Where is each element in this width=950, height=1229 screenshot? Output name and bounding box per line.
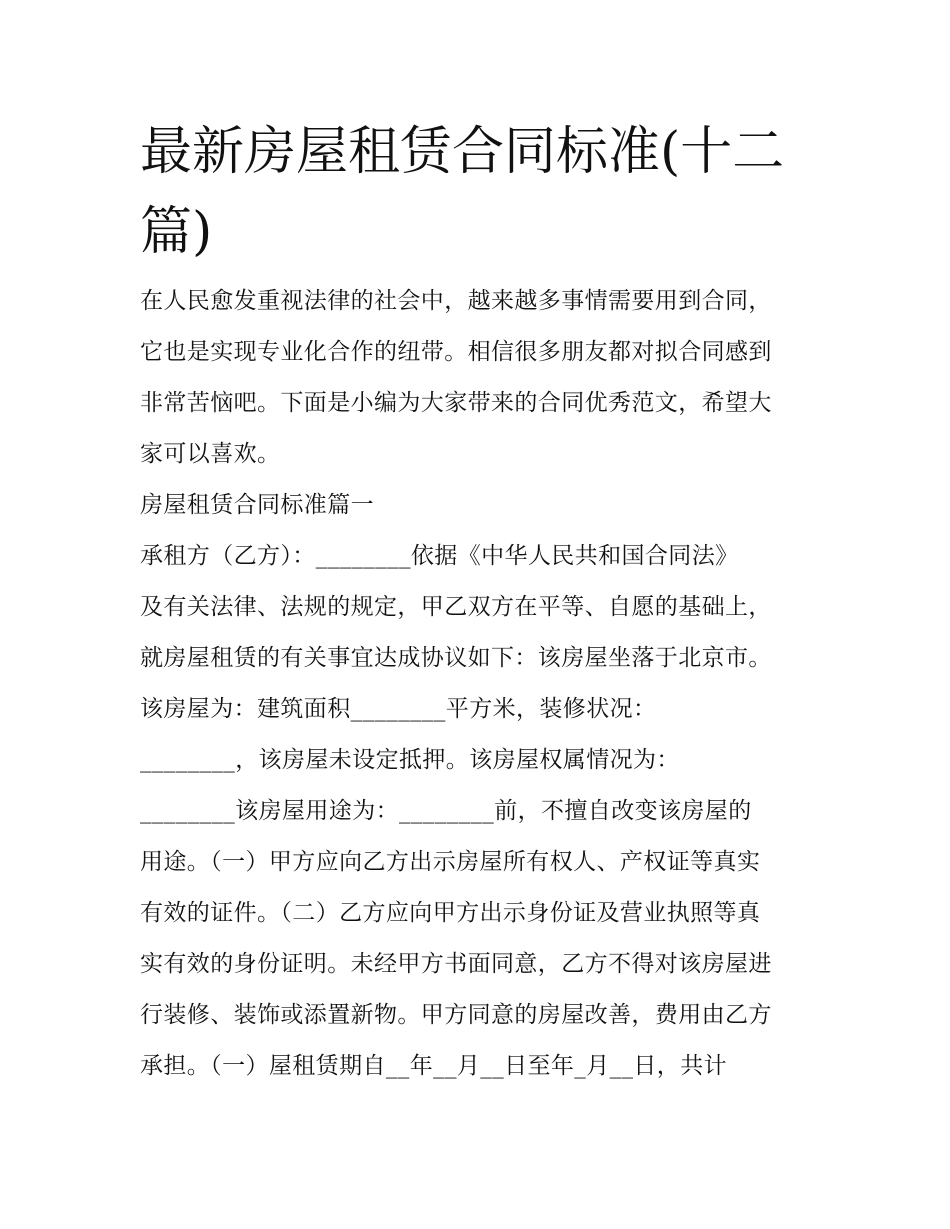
document-title	[140, 112, 820, 272]
body-line: 就房屋租赁的有关事宜达成协议如下：该房屋坐落于北京市。	[140, 645, 772, 671]
title-line: 篇)	[140, 202, 213, 262]
body-line: 有效的证件。（二）乙方应向甲方出示身份证及营业执照等真	[140, 900, 761, 926]
body-line: 实有效的身份证明。未经甲方书面同意，乙方不得对该房屋进	[140, 951, 772, 977]
title-line: 最新房屋租赁合同标准(十二	[140, 122, 785, 182]
body-line: ________该房屋用途为：________前，不擅自改变该房屋的	[140, 798, 752, 824]
body-line: 非常苦恼吧。下面是小编为大家带来的合同优秀范文，希望大	[140, 390, 772, 416]
body-line: 行装修、装饰或添置新物。甲方同意的房屋改善，费用由乙方	[140, 1002, 772, 1028]
body-line: 承租方（乙方）：________依据《中华人民共和国合同法》	[140, 543, 739, 569]
body-line: 用途。（一）甲方应向乙方出示房屋所有权人、产权证等真实	[140, 849, 761, 875]
section-heading: 房屋租赁合同标准篇一	[140, 492, 374, 518]
body-line: ________，该房屋未设定抵押。该房屋权属情况为：	[140, 747, 680, 773]
body-line: 承担。（一）屋租赁期自__年__月__日至年_月__日，共计	[140, 1053, 727, 1079]
body-line: 在人民愈发重视法律的社会中，越来越多事情需要用到合同，	[140, 288, 772, 314]
body-line: 家可以喜欢。	[140, 441, 281, 467]
body-line: 该房屋为：建筑面积________平方米，装修状况：	[140, 696, 657, 722]
body-line: 它也是实现专业化合作的纽带。相信很多朋友都对拟合同感到	[140, 339, 772, 365]
body-line: 及有关法律、法规的规定，甲乙双方在平等、自愿的基础上，	[140, 594, 772, 620]
document-body	[140, 276, 830, 1092]
